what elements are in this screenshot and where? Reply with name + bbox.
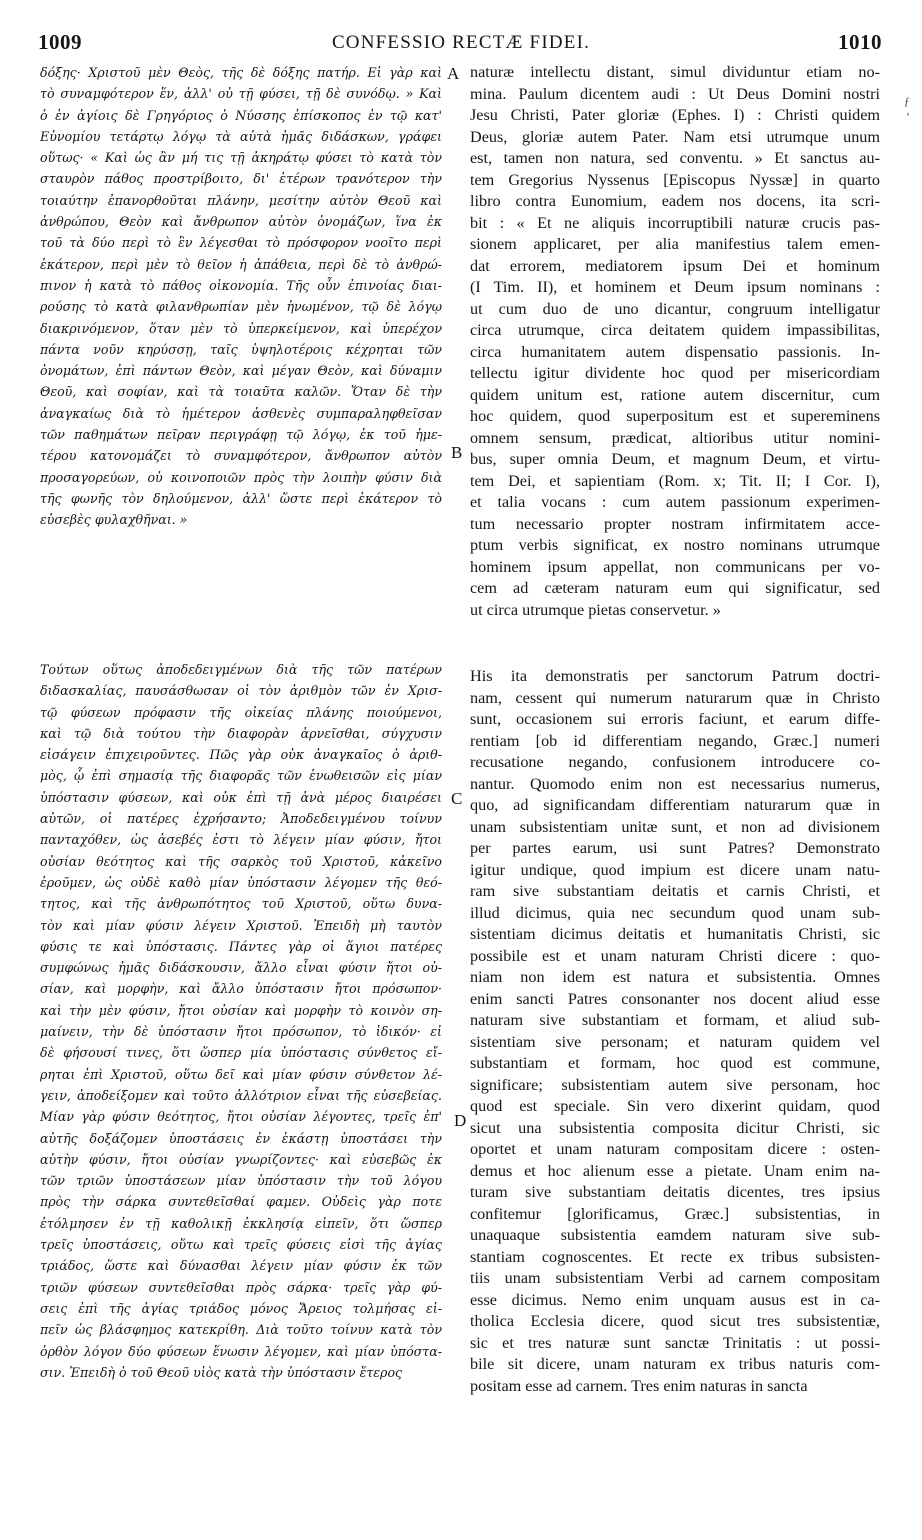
greek-text-line: δὲ φήσουσί τινες, ὅτι ὥσπερ μία ὑπόστασις σύνθετος εἴ- xyxy=(40,1045,442,1061)
greek-text-line: Τούτων οὕτως ἀποδεδειγμένων διὰ τῆς τῶν πατέρων xyxy=(40,662,442,677)
greek-text-line: ὀρθὸν λόγον δύο φύσεων ἕνωσιν λέγομεν, καὶ μίαν ὑπόστα- xyxy=(40,1343,442,1359)
running-title: CONFESSIO RECTÆ FIDEI. xyxy=(331,32,591,53)
latin-text-line: libro contra Eunomium, eadem nos docens, ita scri- xyxy=(470,192,880,210)
greek-text-line: τοιαύτην ἐπανορθοῦται πλάνην, μεσίτην αὐτὸν Θεοῦ καὶ xyxy=(40,192,442,208)
latin-text-line: ram sive substantiam deitatis et carnis Christi, et xyxy=(470,882,880,900)
section-marker-c: C xyxy=(451,789,463,808)
greek-text-line: τῶν παθημάτων πεῖραν περιγράφῃ τῷ λόγῳ, ἐκ τοῦ ἡμε- xyxy=(40,427,442,443)
greek-text-line: ρηται ἐπὶ Χριστοῦ, οὕτω δεῖ καὶ μίαν φύσιν σύνθετον λέ- xyxy=(40,1066,442,1082)
greek-text-line: εὐσεβὲς φυλαχθῆναι. » xyxy=(40,512,188,528)
latin-text-line: igitur undique, quod impium est dicere unam natu- xyxy=(470,860,880,879)
greek-text-line: τρεῖς ὑποστάσεις, οὕτω καὶ τρεῖς φύσεις εἰσὶ τῆς ἁγίας xyxy=(40,1237,442,1253)
latin-text-line: niam non idem est natura et subsistentia. Omnes xyxy=(470,968,880,986)
latin-text-line: sicut una subsistentia composita dicitur Christi, sic xyxy=(470,1118,880,1137)
greek-text-line: φύσις τε καὶ ὑπόστασις. Πάντες γὰρ οἱ ἅγιοι πατέρες xyxy=(40,938,442,954)
greek-text-line: τριῶν φύσεων συντεθεῖσθαι πρὸς σάρκα· τρεῖς γὰρ φύ- xyxy=(40,1279,442,1295)
greek-text-line: τοῦ τὰ δύο περὶ τὸ ἓν λέγεσθαι τὸ πρόσφορον νοοῖτο περὶ xyxy=(40,235,442,251)
latin-text-line: tellectu igitur dividente hoc quod per misericordiam xyxy=(470,364,880,382)
greek-text-line: τριάδος, ὥστε καὶ δύνασθαι λέγειν μίαν φύσιν ἐκ τῶν xyxy=(40,1258,442,1274)
greek-text-line: σταυρὸν πάθος προστρίβοιτο, δι' ἑτέρων τρανότερον τὴν xyxy=(40,171,442,187)
latin-text-line: circa utrumque, circa deitatem quidem impassibilitas, xyxy=(470,321,880,339)
latin-text-line: sistentiam dicimus deitatis et humanitatis Christi, sic xyxy=(470,925,880,943)
latin-text-line: dat errorem, mediatorem ipsum Dei et hominum xyxy=(470,256,880,275)
latin-text-line: sistentiam sive personam; et naturam quidem vel xyxy=(470,1032,880,1051)
latin-text-line: turam sive substantiam deitatis dicentes, tres ipsius xyxy=(470,1183,880,1201)
latin-text-line: nantur. Quomodo enim non est necessarius numerus, xyxy=(470,774,880,793)
latin-text-line: tholica Ecclesia dicere, quod sicut tres subsistentiæ, xyxy=(470,1312,880,1330)
latin-text-line: sionem applicaret, per alia manifestius talem emen- xyxy=(470,235,880,253)
latin-text-line: tem Dei, et sapientiam (Rom. x; Tit. II; I Cor. I), xyxy=(470,471,880,490)
latin-text-line: tum necessario propter nostram infirmitatem acce- xyxy=(470,514,880,533)
greek-text-line: τῷ φύσεων πρόφασιν τῆς οἰκείας πλάνης ποιούμενοι, xyxy=(40,704,442,720)
greek-text-line: τέρου κατονομάζει τὸ συναμφότερον, ἄνθρωπον αὐτὸν xyxy=(40,448,442,464)
greek-text-line: αὐτῶν, οἱ πατέρες ἐχρήσαντο; Ἀποδεδειγμένου τοίνυν xyxy=(40,811,442,827)
latin-text-line: stantiam cognoscentes. Et recte ex tribus subsisten- xyxy=(470,1247,880,1266)
page-number-right: 1010 xyxy=(838,30,882,54)
greek-text-line: δόξης· Χριστοῦ μὲν Θεὸς, τῆς δὲ δόξης πατήρ. Εἰ γὰρ καὶ xyxy=(40,65,442,80)
latin-text-line: sic et tres naturæ sunt sanctæ Trinitatis : ut possi- xyxy=(470,1333,880,1352)
greek-text-line: αὐτῆς δοξάζομεν ὑποστάσεις ἐν ἑκάστῃ ὑποστάσει τὴν xyxy=(40,1130,442,1146)
latin-text-line: rentiam [ob id differentiam negando, Græc.] numeri xyxy=(470,731,880,750)
page-number-left: 1009 xyxy=(38,30,82,54)
latin-text-line: oportet et unam naturam compositam dicere : osten- xyxy=(470,1140,880,1158)
greek-text-line: καὶ τῷ διὰ τούτου τὴν διαφορὰν ἀρνεῖσθαι, σύγχυσιν xyxy=(40,725,442,741)
latin-text-line: et talia vocans : cum autem passionum experimen- xyxy=(470,493,880,511)
latin-text-line: ut cum duo de uno dicantur, congruum intelligatur xyxy=(470,299,880,318)
greek-text-line: διακρινόμενον, ὅταν μὲν τὸ ὑπερκείμενον, καὶ ὑπερέχον xyxy=(40,320,442,336)
section-marker-b: B xyxy=(451,443,463,462)
greek-text-line: ἐτόλμησεν ἐν τῇ καθολικῇ ἐκκλησίᾳ εἰπεῖν, ὅτι ὥσπερ xyxy=(40,1215,442,1231)
latin-text-line: quo, ad significandam differentiam naturarum quæ in xyxy=(470,796,880,814)
latin-paragraph-2 xyxy=(470,666,880,1397)
greek-text-line: ρούσης τὸ κατὰ φιλανθρωπίαν μὲν ἡνωμένον, τῷ δὲ λόγῳ xyxy=(40,299,442,315)
latin-text-line: circa humanitatem autem dispensatio passionis. In- xyxy=(470,342,880,361)
greek-text-line: ὀνομάτων, ἐπὶ πάντων Θεὸν, καὶ μέγαν Θεὸν, καὶ δύναμιν xyxy=(40,363,442,379)
latin-text-line: quidem unitum est, ratione autem discernitur, cum xyxy=(470,385,880,404)
latin-text-line: unam subsistentiam unitæ sunt, et non ad divisionem xyxy=(470,817,880,836)
latin-paragraph-1 xyxy=(470,62,880,621)
greek-text-line: γειν, ἀποδείξομεν καὶ τοῦτο ἀλλότριον εἶναι τῆς εὐσεβείας. xyxy=(40,1087,442,1103)
latin-text-line: possibile est et unam naturam Christi dicere : quo- xyxy=(470,946,880,965)
latin-text-line: bit : « Et ne aliquis incorruptibili naturæ crucis pas- xyxy=(470,213,880,232)
latin-text-line: naturæ intellectu distant, simul dividuntur etiam no- xyxy=(470,63,880,81)
greek-text-line: διδασκαλίας, παυσάσθωσαν οἱ τὸν ἀριθμὸν τῶν ἐν Χρισ- xyxy=(40,683,442,699)
greek-paragraph-1 xyxy=(40,62,442,531)
greek-text-line: τὸ συναμφότερον ἕν, ἀλλ' οὐ τῇ φύσει, τῇ δὲ συνόδῳ. » Καὶ xyxy=(40,86,442,102)
latin-text-line: esse dicimus. Nemo enim unquam ausus est in ca- xyxy=(470,1290,880,1309)
greek-text-line: ἑκάτερον, περὶ μὲν τὸ θεῖον ἡ ἀπάθεια, περὶ δὲ τὸ ἀνθρώ- xyxy=(40,256,442,272)
greek-text-line: τῶν τριῶν ὑποστάσεων μίαν ὑπόστασιν τὴν τοῦ λόγου xyxy=(40,1173,442,1189)
latin-text-line: illud dicimus, quia nec secundum quod unam sub- xyxy=(470,903,880,922)
latin-text-line: quod est speciale. Sin vero dixerint quidam, quod xyxy=(470,1097,880,1115)
latin-text-line: cem ad cæteram naturam eum qui significatur, sed xyxy=(470,579,880,597)
greek-text-line: ὁ ἐν ἁγίοις δὲ Γρηγόριος ὁ Νύσσης ἐπίσκοπος ἐν τῷ κατ' xyxy=(40,107,442,123)
latin-text-line: tiis unam subsistentiam Verbi ad carnem compositam xyxy=(470,1269,880,1287)
latin-text-line: confitemur [glorificamus, Græc.] subsistentias, in xyxy=(470,1204,880,1223)
greek-text-line: πεῖν ὡς βλάσφημος κατεκρίθη. Διὰ τοῦτο τοίνυν κατὰ τὸν xyxy=(40,1322,442,1338)
latin-text-line: positam esse ad carnem. Tres enim naturas in sancta xyxy=(470,1376,808,1395)
running-header xyxy=(0,30,922,56)
greek-text-line: αὐτὴν φύσιν, ἤτοι οὐσίαν γνωρίζοντες· καὶ εὐσεβῶς ἐκ xyxy=(40,1151,442,1167)
greek-text-line: μὸς, ᾧ ἐπὶ σημασίᾳ τῆς διαφορᾶς τῶν ἑνωθεισῶν εἰς μίαν xyxy=(40,768,442,784)
latin-text-line: ptum verbis significat, ex nostro nominans utrumque xyxy=(470,536,880,554)
latin-text-line: bile sit dicere, unam naturam ex tribus naturis com- xyxy=(470,1355,880,1373)
greek-text-line: Θεοῦ, καὶ σοφίαν, καὶ τὰ τοιαῦτα καλῶν. Ὅταν δὲ τὴν xyxy=(40,384,442,400)
greek-text-line: οὕτως· « Καὶ ὡς ἂν μή τις τῇ ἀκηράτῳ φύσει τὸ κατὰ τὸν xyxy=(40,150,442,166)
latin-text-line: Deus, gloriæ autem Pater. Nam etsi utrumque unum xyxy=(470,127,880,146)
latin-text-line: bus, super omnia Deum, et magnum Deum, et virtu- xyxy=(470,450,880,468)
section-marker-d: D xyxy=(454,1111,467,1130)
latin-text-line: sunt, occasionem sui erroris faciunt, et earum diffe- xyxy=(470,710,880,728)
latin-text-line: tem Gregorius Nyssenus [Episcopus Nyssæ] in quarto xyxy=(470,170,880,189)
section-marker-a: A xyxy=(447,64,460,83)
latin-text-line: enim sancti Patres consonanter nos docent aliud esse xyxy=(470,989,880,1008)
greek-text-line: προσαγορεύων, οὐ κοινοποιῶν πρὸς τὴν λοιπὴν φύσιν διὰ xyxy=(40,469,442,485)
latin-text-line: Jesu Christi, Pater gloriæ (Ephes. I) : Christi quidem xyxy=(470,106,880,124)
greek-text-line: εἰσάγειν ἐπιχειροῦντες. Πῶς γὰρ οὐκ ἀναγκαῖος ὁ ἀριθ- xyxy=(40,747,442,763)
greek-text-line: Μίαν γὰρ φύσιν θεότητος, ἤτοι οὐσίαν λέγοντες, τρεῖς ἐπ' xyxy=(40,1109,442,1125)
latin-text-line: hominem ipsum appellat, non communicans per vo- xyxy=(470,557,880,576)
latin-text-line: recusatione negando, confusionem introducere co- xyxy=(470,753,880,771)
latin-text-line: significare; subsistentiam autem sive personam, hoc xyxy=(470,1075,880,1094)
margin-mark-1: ƒ xyxy=(904,94,910,108)
latin-text-line: est, tamen non natura, sed conventu. » Et sanctus au- xyxy=(470,149,880,167)
greek-text-line: ὑπόστασιν φύσεων, καὶ οὐκ ἐπὶ τῇ ἀνὰ μέρος διαιρέσει xyxy=(40,789,442,805)
greek-text-line: τὸν καὶ μίαν φύσιν λέγειν Χριστοῦ. Ἐπειδὴ μὴ ταυτὸν xyxy=(40,917,442,933)
greek-text-line: καὶ τὴν μὲν φύσιν, ἤτοι οὐσίαν καὶ μορφὴν τὸ κοινὸν ση- xyxy=(40,1002,442,1018)
latin-text-line: omnem sensum, prædicat, altioribus utitur nomini- xyxy=(470,428,880,447)
latin-text-line: naturam sive substantiam et formam, et aliud sub- xyxy=(470,1011,880,1029)
greek-text-line: ἀναγκαίως διὰ τὸ ἡμέτερον ἀσθενὲς συμπαραληφθεῖσαν xyxy=(40,405,442,421)
greek-text-line: πινον ἡ κατὰ τὸ πάθος οἰκονομία. Τῆς οὖν ἐπινοίας διαι- xyxy=(40,277,442,293)
greek-text-line: πανταχόθεν, ὡς ἀσεβές ἐστι τὸ λέγειν μίαν φύσιν, ἤτοι xyxy=(40,832,442,848)
greek-text-line: πάντα νοῦν κηρύσσῃ, ταῖς ὑψηλοτέροις κέχρηται τῶν xyxy=(40,341,442,357)
greek-text-line: πρὸς τὴν σάρκα συντεθεῖσθαί φαμεν. Οὐδεὶς γὰρ ποτε xyxy=(40,1194,442,1210)
greek-text-line: συμφώνως ἡμᾶς διδάσκουσιν, ἄλλο εἶναι φύσιν ἤτοι οὐ- xyxy=(40,960,442,976)
greek-text-line: Εὐνομίου τετάρτῳ λόγῳ τὰ αὐτὰ ἡμᾶς διδάσκων, γράφει xyxy=(40,128,442,144)
latin-text-line: demus et hoc alienum esse a pietate. Unam enim na- xyxy=(470,1161,880,1180)
greek-paragraph-2 xyxy=(40,659,442,1383)
latin-text-line: nam, cessent qui numerum naturarum quæ in Christo xyxy=(470,688,880,707)
latin-text-line: mina. Paulum dicentem audi : Ut Deus Domini nostri xyxy=(470,84,880,103)
latin-text-line: His ita demonstratis per sanctorum Patrum doctri- xyxy=(470,667,880,685)
latin-text-line: ut circa utrumque pietas conservetur. » xyxy=(470,600,721,619)
greek-text-line: ἀνθρώπου, Θεὸν καὶ ἄνθρωπον αὐτὸν ὀνομάζων, ἵνα ἐκ xyxy=(40,214,442,230)
latin-text-line: unaquaque subsistentia eamdem naturam sive sub- xyxy=(470,1226,880,1244)
greek-text-line: μαίνειν, τὴν δὲ ὑπόστασιν ἤτοι πρόσωπον, τὸ ἰδικόν· εἰ xyxy=(40,1024,442,1040)
latin-text-line: per partes earum, usi sunt Patres? Demonstrato xyxy=(470,839,880,857)
greek-text-line: σεις ἐπὶ τῆς ἁγίας τριάδος μόνος Ἄρειος τολμήσας εἰ- xyxy=(40,1300,442,1316)
greek-text-line: σίαν, καὶ μορφὴν, καὶ ἄλλο ὑπόστασιν ἤτοι πρόσωπον· xyxy=(40,981,442,997)
greek-text-line: τητος, καὶ τῆς ἀνθρωπότητος τοῦ Χριστοῦ, οὕτω δυνα- xyxy=(40,896,442,912)
margin-mark-2: ʼ xyxy=(906,110,910,124)
greek-text-line: οὐσίαν θεότητος καὶ τῆς σαρκὸς τοῦ Χριστοῦ, κἀκεῖνο xyxy=(40,853,442,869)
greek-text-line: σιν. Ἐπειδὴ ὁ τοῦ Θεοῦ υἱὸς κατὰ τὴν ὑπόστασιν ἕτερος xyxy=(40,1364,403,1380)
latin-text-line: hoc quidem, quod superpositum est et supereminens xyxy=(470,407,880,425)
greek-text-line: τῆς φωνῆς τὸν δηλούμενον, ἀλλ' ὥστε περὶ ἑκάτερον τὸ xyxy=(40,490,442,506)
latin-text-line: substantiam et formam, hoc quod est commune, xyxy=(470,1054,880,1072)
greek-text-line: ἐροῦμεν, ὡς οὐδὲ καθὸ μίαν ὑπόστασιν λέγομεν τῆς θεό- xyxy=(40,874,442,890)
latin-text-line: (I Tim. II), et hominem et Deum ipsum nominans : xyxy=(470,278,880,296)
